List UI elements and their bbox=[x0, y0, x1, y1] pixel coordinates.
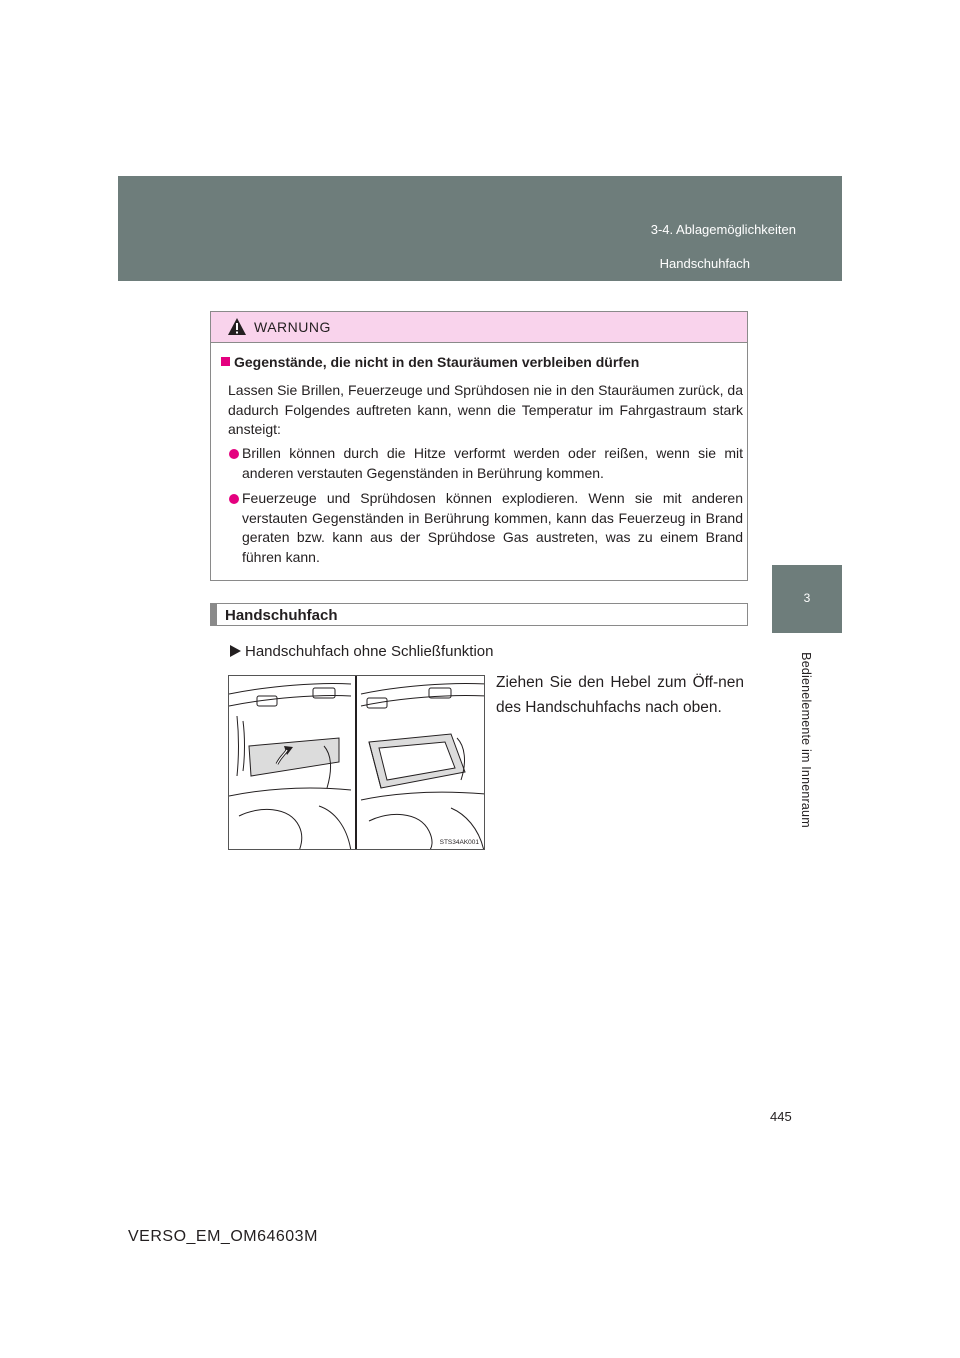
warning-bullet-text: Brillen können durch die Hitze verformt werden oder reißen, wenn sie mit anderen verstauten Gegenständen in Berührung kommen. bbox=[242, 445, 743, 481]
chapter-number: 3 bbox=[803, 591, 811, 605]
glovebox-drawing bbox=[229, 676, 485, 850]
glovebox-illustration bbox=[228, 675, 485, 850]
figure-code: STS34AK001 bbox=[439, 839, 479, 846]
warning-bullet bbox=[229, 444, 743, 483]
chapter-label-text: Bedienelemente im Innenraum bbox=[799, 652, 813, 828]
section-title: Handschuhfach bbox=[225, 607, 338, 624]
chapter-side-label bbox=[795, 640, 817, 840]
square-bullet-icon bbox=[221, 357, 230, 366]
instruction-text: Ziehen Sie den Hebel zum Öff-nen des Handschuhfachs nach oben. bbox=[496, 674, 744, 716]
page-number: 445 bbox=[770, 1109, 792, 1124]
bullet-dot-icon bbox=[229, 449, 239, 459]
warning-title: WARNUNG bbox=[254, 319, 331, 335]
warning-heading-text: Gegenstände, die nicht in den Stauräumen verbleiben dürfen bbox=[234, 354, 640, 370]
sub-item-text: Handschuhfach ohne Schließfunktion bbox=[245, 643, 494, 660]
warning-bullet-text: Feuerzeuge und Sprühdosen können explodieren. Wenn sie mit anderen verstauten Gegenständen in Berührung kommen, kann das Feuerzeug in Brand geraten bzw. kann aus der Sprühdose Gas austreten, was zu einem Brand führen kann. bbox=[242, 490, 743, 565]
header-section-title: 3-4. Ablagemöglichkeiten bbox=[650, 222, 796, 237]
header-subsection-title: Handschuhfach bbox=[659, 256, 750, 271]
warning-triangle-icon bbox=[227, 317, 247, 336]
section-heading-box bbox=[210, 603, 748, 626]
chapter-tab bbox=[772, 565, 842, 633]
sub-item-heading bbox=[230, 643, 494, 660]
section-heading-bar bbox=[211, 604, 217, 625]
triangle-pointer-icon bbox=[230, 645, 241, 657]
warning-box bbox=[210, 311, 748, 581]
warning-heading bbox=[221, 354, 639, 370]
warning-header bbox=[211, 312, 747, 343]
document-code: VERSO_EM_OM64603M bbox=[128, 1228, 318, 1245]
warning-paragraph: Lassen Sie Brillen, Feuerzeuge und Sprühdosen nie in den Stauräumen zurück, da dadurch Folgendes auftreten kann, wenn die Temperatur im Fahrgastraum stark ansteigt: bbox=[228, 382, 743, 437]
warning-bullet bbox=[229, 489, 743, 567]
bullet-dot-icon bbox=[229, 494, 239, 504]
header-band bbox=[118, 176, 842, 281]
